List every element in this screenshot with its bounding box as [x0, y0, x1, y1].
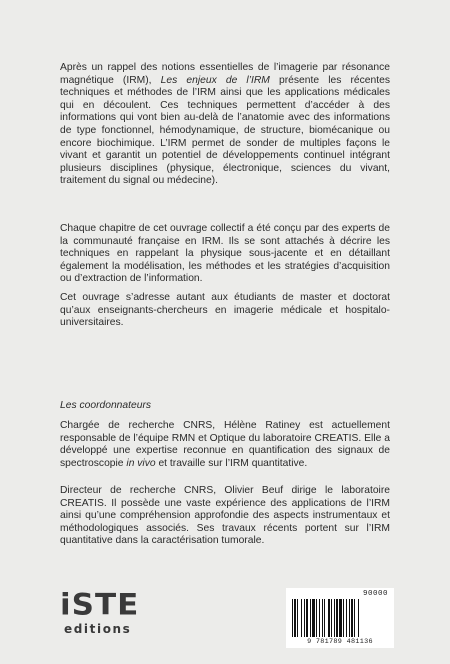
barcode-bar	[294, 599, 296, 637]
coordinator-bio-1	[60, 420, 390, 470]
publisher-logo-main: iSTE	[60, 587, 140, 623]
description-paragraph-2: Chaque chapitre de cet ouvrage collectif a été conçu par des experts de la communauté française en IRM. Ils se sont attachés à décrire les techniques en rappelant la physique sous-jacente et en détaillant également la modélisation, les méthodes et les stratégies d’acquisition ou d’extraction de l’information.	[60, 223, 390, 285]
barcode-bars	[292, 599, 388, 637]
barcode-bar	[346, 599, 347, 637]
barcode-bar	[304, 599, 305, 637]
bio-text: Chargée de recherche CNRS, Hélène Ratiney est actuellement responsable de l’équipe RMN et Optique du laboratoire CREATIS. Elle a développé une expertise reconnue en quantification des signaux de spectroscopie	[60, 420, 390, 469]
barcode-bar	[351, 599, 353, 637]
book-title-italic: Les enjeux de l’IRM	[160, 74, 270, 86]
description-text: présente les récentes techniques et méthodes de l’IRM ainsi que les applications médicales qui en découlent. Ces techniques permettent d’accéder à des informations qui vont bien au-delà de l’anatomie avec des informations de type fonctionnel, hémodynamique, de structure, biomécanique ou encore biochimique. L’IRM permet de sonder de multiples façons le vivant et garantit un potentiel de développements continuel intégrant plusieurs disciplines (physique, électronique, sciences du vivant, traitement du signal ou médecine).	[60, 74, 390, 187]
barcode-bar	[334, 599, 335, 637]
barcode-bar	[292, 599, 293, 637]
bio-italic: in vivo	[126, 457, 156, 469]
coordinators-heading: Les coordonnateurs	[60, 400, 152, 411]
description-paragraph-3: Cet ouvrage s’adresse autant aux étudiants de master et doctorat qu’aux enseignants-chercheurs en imagerie médicale et hospitalo-universitaires.	[60, 292, 390, 329]
barcode-bar	[354, 599, 355, 637]
price-code: 90000	[362, 590, 388, 598]
barcode-bar	[301, 599, 302, 637]
publisher-logo-sub: editions	[64, 622, 132, 636]
barcode-bar	[331, 599, 332, 637]
description-text: Après un rappel des notions essentielles de l’imagerie par résonance magnétique (IRM),	[60, 62, 390, 86]
isbn-digits: 9 781789 481136	[307, 638, 373, 646]
description-paragraph-1	[60, 62, 390, 188]
publisher-logo	[60, 587, 160, 640]
isbn-barcode	[286, 588, 394, 648]
barcode-bar	[349, 599, 350, 637]
barcode-bar	[319, 599, 320, 637]
barcode-bar	[316, 599, 317, 637]
bio-text: et travaille sur l’IRM quantitative.	[155, 457, 308, 469]
barcode-bar	[310, 599, 311, 637]
barcode-bar	[328, 599, 330, 637]
barcode-bar	[322, 599, 323, 637]
barcode-bar	[358, 599, 359, 637]
barcode-bar	[343, 599, 344, 637]
barcode-bar	[306, 599, 308, 637]
barcode-bar	[336, 599, 338, 637]
barcode-bar	[339, 599, 342, 637]
barcode-bar	[312, 599, 315, 637]
coordinator-bio-2: Directeur de recherche CNRS, Olivier Beuf dirige le laboratoire CREATIS. Il possède une vaste expérience des applications de l’IRM ainsi qu’une compréhension approfondie des aspects instrumentaux et méthodologiques associés. Ses travaux récents portent sur l’IRM quantitative dans la caractérisation tumorale.	[60, 485, 390, 547]
barcode-bar	[297, 599, 298, 637]
barcode-bar	[324, 599, 325, 637]
